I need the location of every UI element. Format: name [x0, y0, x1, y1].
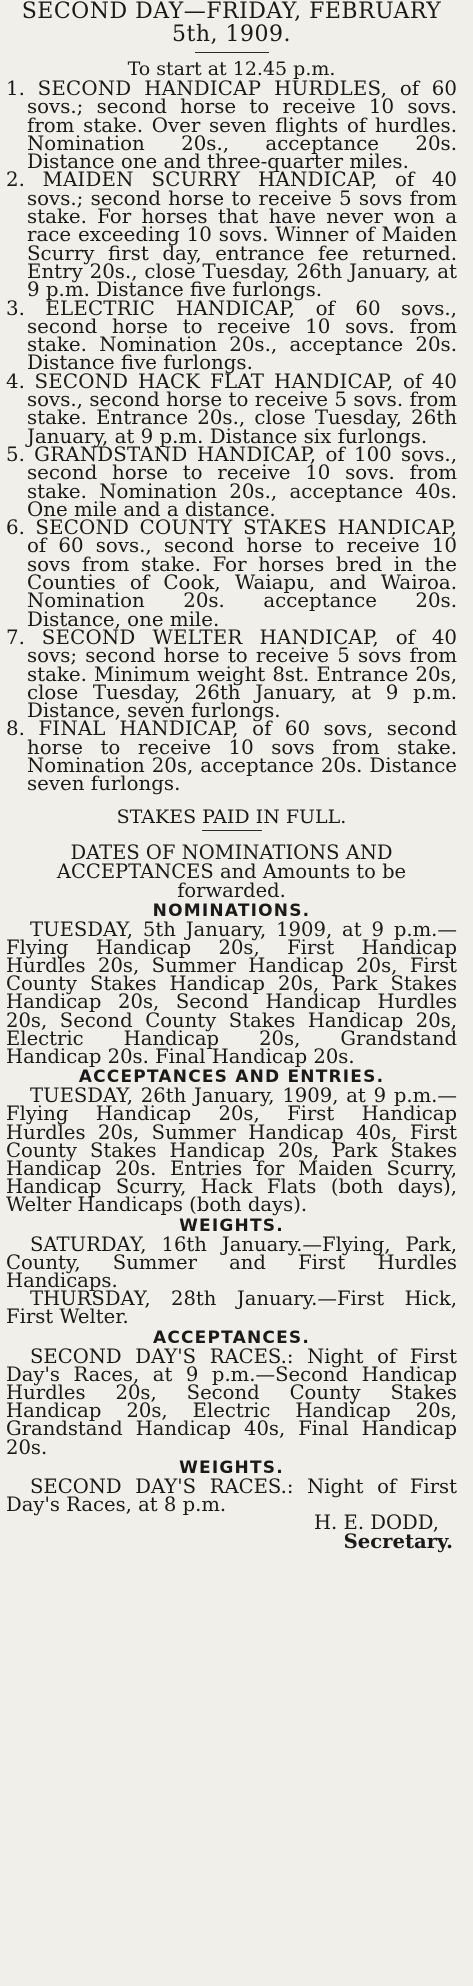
stakes-note: STAKES PAID IN FULL. — [116, 805, 347, 828]
race-conditions: of 40 sovs.; second horse to receive 5 sovs from stake. For horses that have never won a race exceeding 10 sovs. Winner of Maiden Scurry first day, entrance fee returned. Entry 20s., close Tuesday, 26th January, at 9 p.m. Distance five furlongs. — [27, 168, 457, 302]
race-item — [6, 625, 457, 723]
race-item — [6, 717, 457, 796]
race-day-heading: SECOND DAY—FRIDAY, FEBRUARY 5th, 1909. — [21, 0, 442, 47]
race-conditions: of 100 sovs., second horse to receive 10 sovs. from stake. Nomination 20s., acceptance 40s. One mile and a distance. — [27, 442, 457, 521]
weights-text-saturday: SATURDAY, 16th January.—Flying, Park, County, Summer and First Hurdles Handicaps. — [6, 1232, 457, 1293]
heading-rule — [195, 52, 269, 53]
weights-text-thursday: THURSDAY, 28th January.—First Hick, First Welter. — [6, 1287, 457, 1329]
race-number: 8. — [6, 717, 25, 741]
race-title: SECOND COUNTY STAKES HANDICAP, — [35, 516, 457, 540]
second-weights-heading: WEIGHTS. — [179, 1457, 284, 1478]
acceptances-entries-heading: ACCEPTANCES AND ENTRIES. — [78, 1067, 385, 1088]
race-title: MAIDEN SCURRY HANDICAP, — [42, 168, 378, 192]
race-item — [6, 442, 457, 521]
second-weights-text: SECOND DAY'S RACES.: Night of First Day's Races, at 8 p.m. — [6, 1474, 457, 1517]
start-time: To start at 12.45 p.m. — [127, 58, 336, 80]
race-conditions: of 60 sovs., second horse to receive 10 sovs from stake. For horses bred in the Counties of Cook, Waiapu, and Wairoa. Nomination 20s. acceptance 20s. Distance, one mile. — [27, 534, 457, 631]
race-item — [6, 296, 457, 375]
race-conditions: of 40 sovs; second horse to receive 5 sovs from stake. Minimum weight 8st. Entrance 20s, close Tuesday, 26th January, at 9 p.m. Distance, seven furlongs. — [27, 625, 457, 723]
acceptances-text: SECOND DAY'S RACES.: Night of First Day's Races, at 9 p.m.—Second Handicap Hurdles 20s, Second County Stakes Handicap 20s, Electric Handicap 20s, Grandstand Handicap 40s, Final Handicap 20s. — [6, 1344, 457, 1459]
signature-title: Secretary. — [343, 1530, 453, 1554]
race-number: 7. — [6, 625, 25, 649]
race-number: 5. — [6, 442, 25, 466]
race-item — [6, 516, 457, 631]
race-number: 6. — [6, 516, 25, 540]
race-conditions: of 60 sovs., second horse to receive 10 sovs. from stake. Nomination 20s., acceptance 20s. Distance five furlongs. — [27, 296, 457, 375]
race-conditions: of 60 sovs, second horse to receive 10 sovs from stake. Nomination 20s, acceptance 20s. Distance seven furlongs. — [27, 717, 457, 796]
race-title: GRANDSTAND HANDICAP, — [34, 442, 317, 466]
race-title: FINAL HANDICAP, — [38, 717, 239, 741]
nominations-text: TUESDAY, 5th January, 1909, at 9 p.m.—Flying Handicap 20s, First Handicap Hurdles 20s, Summer Handicap 20s, First County Stakes Handicap 20s, Park Stakes Handicap 20s, Second Handicap Hurdles 20s, Second County Stakes Handicap 20s, Electric Handicap 20s, Grandstand Handicap 20s. Final Handicap 20s. — [6, 917, 457, 1068]
signature-name: H. E. DODD, — [313, 1511, 439, 1535]
dates-heading: DATES OF NOMINATIONS AND ACCEPTANCES and Amounts to be forwarded. — [56, 840, 407, 902]
race-number: 2. — [6, 168, 25, 192]
race-number: 1. — [6, 77, 25, 100]
section-rule — [202, 830, 262, 831]
race-number: 4. — [6, 369, 25, 393]
race-item — [6, 77, 457, 174]
race-conditions: of 40 sovs., second horse to receive 5 sovs. from stake. Entrance 20s., close Tuesday, 26th January, at 9 p.m. Distance six furlongs. — [27, 369, 457, 448]
race-title: SECOND HANDICAP HURDLES, — [37, 77, 388, 100]
race-conditions: of 60 sovs.; second horse to receive 10 sovs. from stake. Over seven flights of hurdles. Nomination 20s., acceptance 20s. Distance one and three-quarter miles. — [27, 77, 457, 174]
weights-heading: WEIGHTS. — [179, 1215, 284, 1236]
acceptances-entries-text: TUESDAY, 26th January, 1909, at 9 p.m.—Flying Handicap 20s, First Handicap Hurdles 20s, Summer Handicap 40s, First County Stakes Handicap 20s, Park Stakes Handicap 20s. Entries for Maiden Scurry, Handicap Scurry, Hack Flats (both days), Welter Handicaps (both days). — [6, 1084, 457, 1217]
race-title: ELECTRIC HANDICAP, — [45, 296, 296, 320]
race-title: SECOND HACK FLAT HANDICAP, — [34, 369, 394, 393]
race-title: SECOND WELTER HANDICAP, — [41, 625, 379, 649]
race-item — [6, 168, 457, 302]
nominations-heading: NOMINATIONS. — [152, 900, 311, 921]
race-item — [6, 369, 457, 448]
race-number: 3. — [6, 296, 25, 320]
race-list — [6, 77, 457, 796]
acceptances-heading: ACCEPTANCES. — [152, 1327, 311, 1348]
